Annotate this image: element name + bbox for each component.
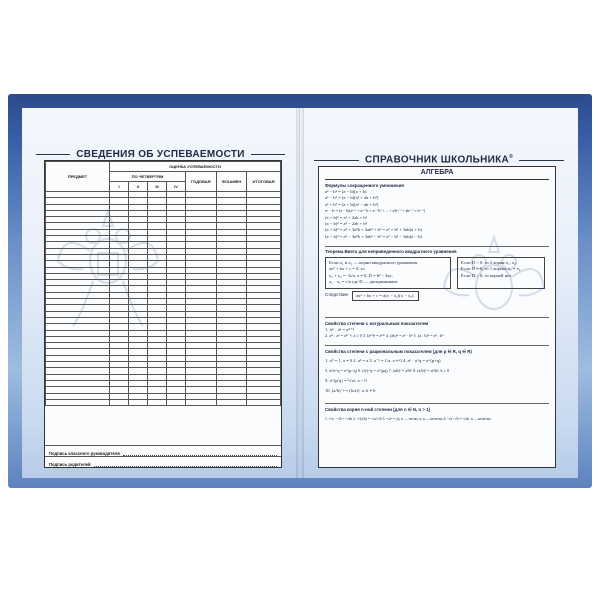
grades-frame	[44, 160, 282, 468]
title-rule	[36, 154, 70, 155]
teacher-signature-row[interactable]	[45, 445, 281, 456]
vieta-line: x₁ + x₂ = −b/a, a ≠ 0, D = b² − 4ac,	[329, 272, 393, 278]
formula: 10. (a/b)⁻ᵖ = (b/a)ᵖ, a, b ≠ 0	[325, 388, 376, 393]
grade-cell[interactable]	[148, 399, 167, 405]
signatures	[45, 445, 281, 467]
table-row	[46, 399, 281, 405]
teacher-signature-label: Подпись классного руководителя	[49, 451, 120, 456]
right-page	[300, 108, 578, 478]
grade-cell[interactable]	[129, 399, 148, 405]
grades-title: СВЕДЕНИЯ ОБ УСПЕВАЕМОСТИ	[76, 148, 245, 160]
col-quarter: III	[148, 182, 167, 192]
formula: (a + b)³ = a³ + 3a²b + 3ab² + b³ = a³ + b³ + 3ab(a + b)	[325, 227, 422, 233]
discriminant-line: Если D > 0, то 2 корня x₁, x₂.	[461, 260, 517, 265]
formula: (a − b)² = a² − 2ab + b²	[325, 221, 368, 227]
heading-rule	[325, 179, 549, 180]
discriminant-line: Если D < 0, то корней нет.	[461, 272, 512, 278]
grade-cell[interactable]	[186, 399, 217, 405]
col-exam: ЭКЗАМЕН	[216, 172, 247, 192]
formula: 1. a⁰ = 1, a ≠ 0 2. a¹ = a 3. a⁻¹ = 1/a, a ≠ 0 4. aᵖ · a^q = a^(p+q)	[325, 358, 441, 363]
vieta-box	[325, 257, 451, 289]
parents-signature-row[interactable]	[45, 456, 281, 467]
title-rule	[314, 160, 359, 161]
formula: a³ − b³ = (a − b)(a² + ab + b²)	[325, 195, 379, 201]
title-rule	[519, 160, 564, 161]
title-rule	[251, 154, 285, 155]
vieta-line: ax² + bx + c = 0, то	[329, 266, 365, 272]
section-nth-root	[325, 407, 549, 424]
section-rational-power	[325, 349, 549, 396]
discriminant-line: Если D = 0, то 1 корень x₁ = x₂.	[461, 266, 522, 272]
formula: a² − b² = (a − b)(a + b)	[325, 189, 367, 194]
section-heading: Свойства степени с натуральным показателем	[325, 321, 429, 326]
section-divider	[325, 345, 549, 346]
discriminant-box	[457, 257, 545, 289]
col-year: ГОДОВАЯ	[186, 172, 217, 192]
parents-signature-label: Подпись родителей	[49, 462, 91, 467]
section-vieta	[325, 249, 549, 301]
col-subject: ПРЕДМЕТ	[46, 162, 110, 192]
algebra-heading: АЛГЕБРА	[420, 169, 454, 176]
consequence-row	[325, 291, 549, 301]
section-heading: Свойства корня n-ной степени (для n ∈ N, n > 1)	[325, 407, 431, 412]
vieta-line: x₁ · x₂ = c/a где D — дискриминант.	[329, 279, 399, 285]
left-page-title	[36, 148, 285, 160]
col-quarters: ПО ЧЕТВЕРТЯМ	[110, 172, 186, 182]
right-page-title	[314, 154, 564, 166]
reference-title: СПРАВОЧНИК ШКОЛЬНИКА®	[364, 154, 514, 166]
section-heading: Теорема Виета для неприведенного квадратного уравнения	[325, 249, 457, 254]
formula: aⁿ − bⁿ = (a − b)(aⁿ⁻¹ + aⁿ⁻²b + aⁿ⁻³b² + ... + a²bⁿ⁻³ + abⁿ⁻² + bⁿ⁻¹)	[325, 209, 426, 214]
col-grade-group: ОЦЕНКА УСПЕВАЕМОСТИ	[110, 162, 281, 172]
section-natural-power	[325, 321, 549, 340]
col-quarter: II	[129, 182, 148, 192]
vieta-line: Если x₁ и x₂ — корни квадратного уравнения	[329, 260, 418, 265]
col-quarter: I	[110, 182, 129, 192]
formula: 2. aᵐ : aⁿ = aᵐ⁻ⁿ, a ≠ 0 3. (aᵐ)ⁿ = aᵐⁿ 4. (ab)ⁿ = aⁿ · bⁿ 5. (a : b)ⁿ = aⁿ : bⁿ	[325, 333, 444, 339]
section-heading: Формулы сокращенного умножения	[325, 183, 404, 188]
formula: a³ + b³ = (a + b)(a² − ab + b²)	[325, 201, 379, 207]
col-quarter: IV	[167, 182, 186, 192]
grade-cell[interactable]	[110, 399, 129, 405]
signature-line[interactable]	[123, 450, 277, 456]
consequence-formula: ax² + bx + c = a(x − x₁)(x − x₂).	[352, 291, 418, 301]
grade-cell[interactable]	[216, 399, 247, 405]
formula: 5. aᵖ/a^q = a^(p−q) 6. (aᵖ)^q = a^(pq) 7. (ab)ᵖ = aᵖbᵖ 8. (a/b)ᵖ = aᵖ/bᵖ, b ≠ 0	[325, 368, 450, 373]
reference-frame	[318, 166, 556, 468]
formula: (a + b)² = a² + 2ab + b²	[325, 214, 368, 220]
col-final: ИТОГОВАЯ	[247, 172, 281, 192]
section-short-multiplication	[325, 183, 549, 240]
consequence-label: Следствие	[325, 291, 349, 297]
grade-cell[interactable]	[247, 399, 281, 405]
book-spine	[296, 108, 304, 478]
formula: (a − b)³ = a³ − 3a²b + 3ab² − b³ = a³ − b³ − 3ab(a − b)	[325, 233, 422, 239]
grades-table	[45, 161, 281, 406]
section-heading: Свойства степени с рациональным показателем (для p ∈ R, q ∈ R)	[325, 349, 472, 354]
section-divider	[325, 403, 549, 404]
signature-line[interactable]	[94, 461, 277, 467]
section-divider	[325, 246, 549, 247]
subject-cell[interactable]	[46, 399, 110, 405]
formula: 1. aᵐ · aⁿ = aᵐ⁺ⁿ	[325, 327, 355, 332]
formula: 9. a^(p/q) = ⁹√aᵖ, a > 0	[325, 378, 367, 383]
grade-cell[interactable]	[167, 399, 186, 405]
formula: 1. ⁿ√a · ⁿ√b = ⁿ√ab 2. ⁿ√(a/b) = ⁿ√a/ⁿ√b 3. ⁿ√aⁿ = |a|, n — четно; a, n — нечетно 4. ⁿ√a·ⁿ√b = ⁿ√ab, n — нечетно	[325, 417, 491, 421]
left-page	[22, 108, 300, 478]
section-divider	[325, 317, 549, 318]
